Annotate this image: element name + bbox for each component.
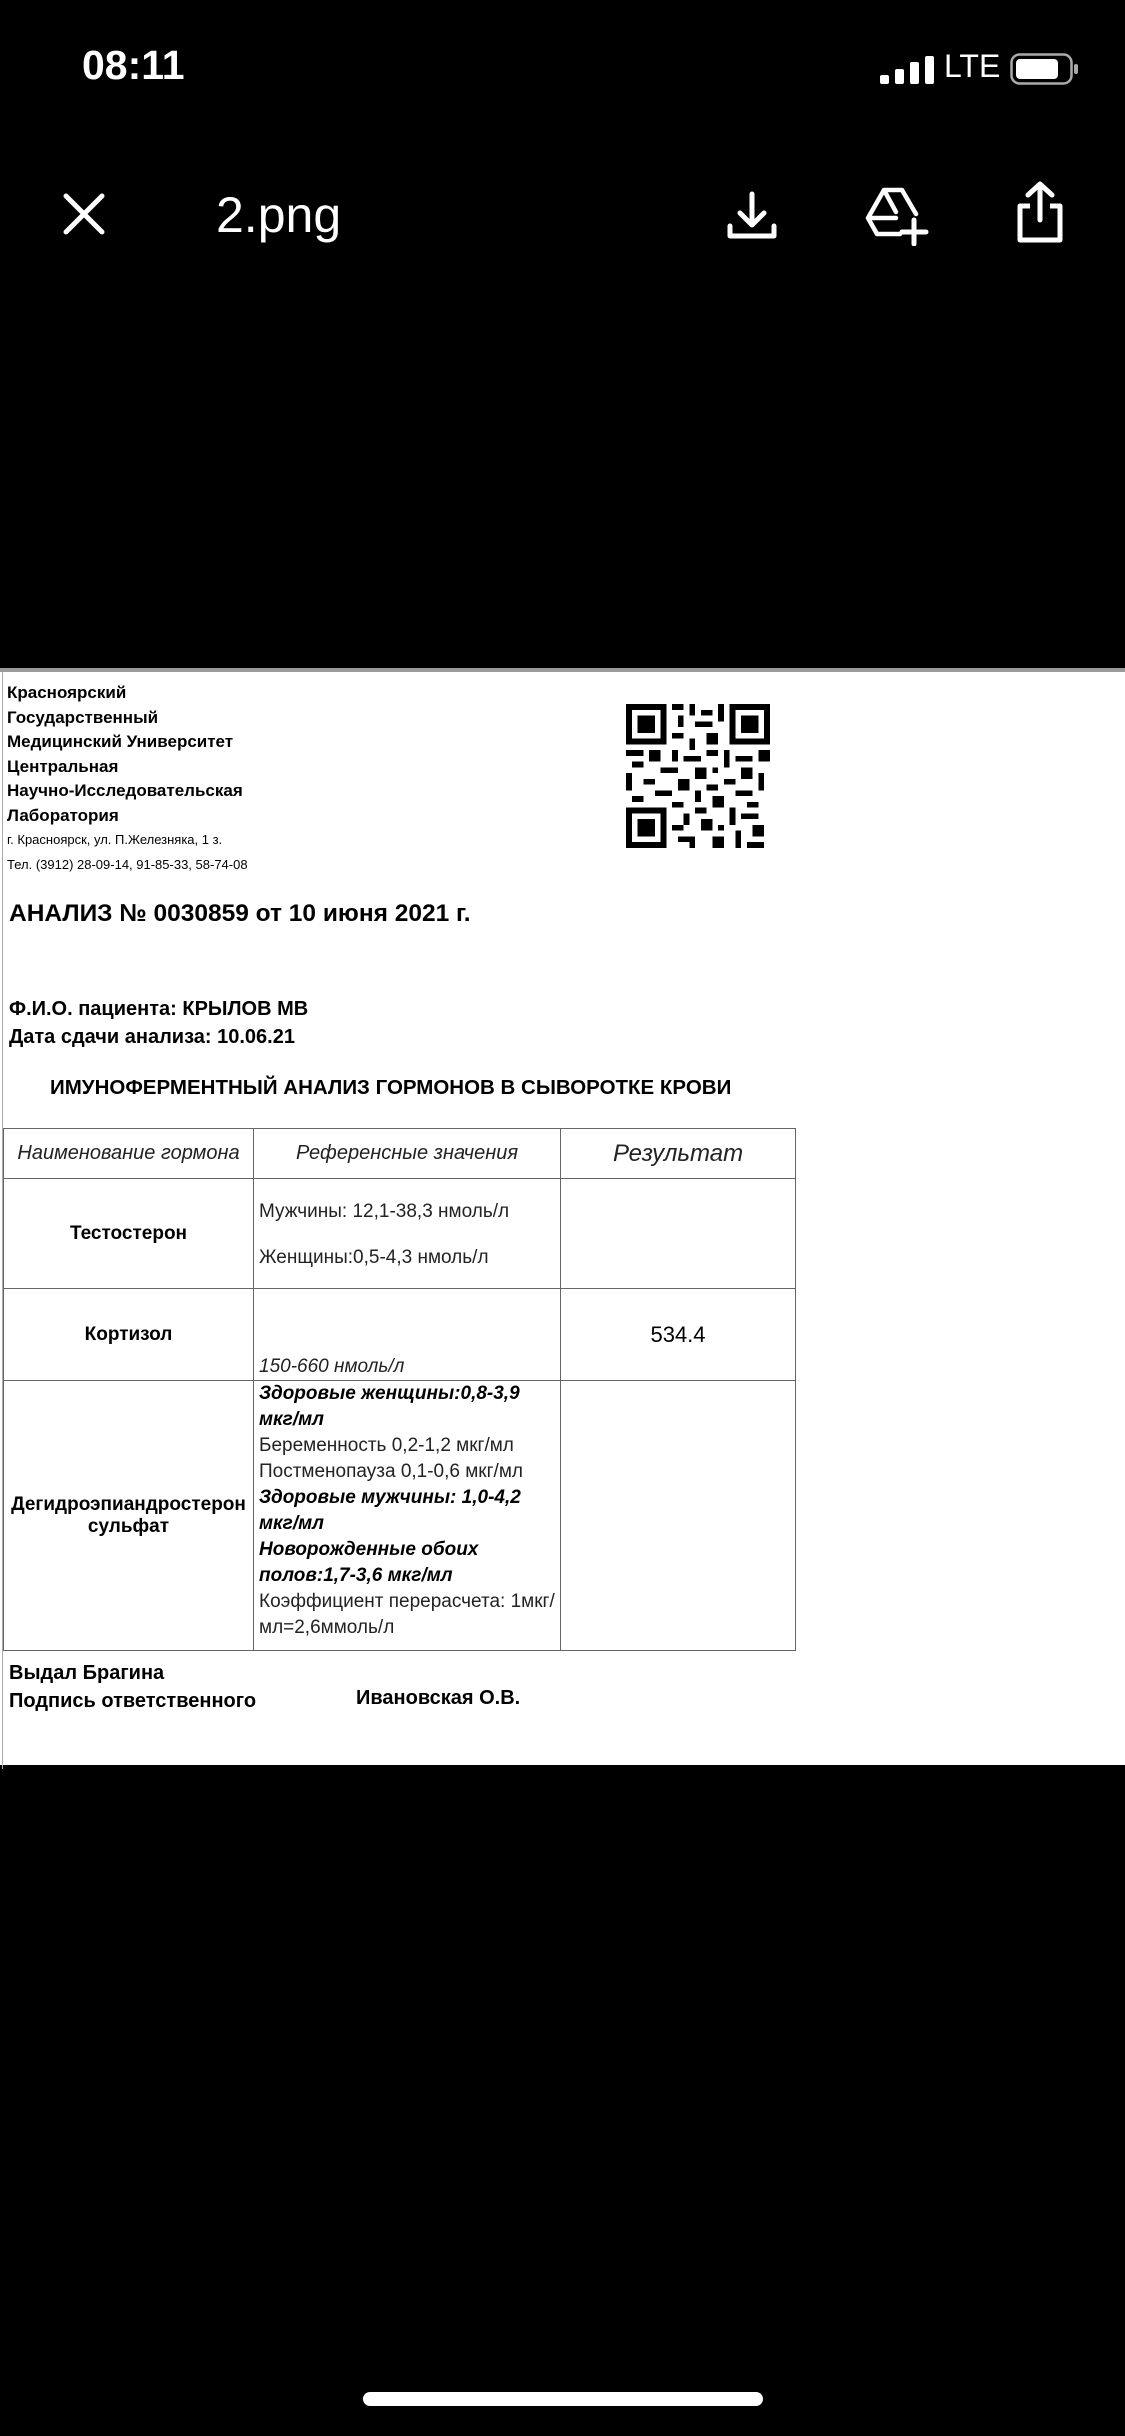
- reference-values: [254, 1381, 561, 1651]
- signature-label: Подпись ответственного: [9, 1690, 257, 1712]
- patient-info: [9, 995, 308, 1051]
- download-icon: [724, 188, 780, 244]
- viewer-toolbar: [0, 160, 1125, 280]
- column-header: Результат: [561, 1129, 796, 1179]
- ref-line: Женщины:0,5-4,3 нмоль/л: [259, 1247, 489, 1268]
- ref-line: Постменопауза 0,1-0,6 мкг/мл: [259, 1461, 523, 1482]
- ref-line: Здоровые женщины:0,8-3,9 мкг/мл: [259, 1383, 520, 1430]
- signature-name: Ивановская О.В.: [356, 1687, 521, 1709]
- org-line: Лаборатория: [7, 805, 119, 825]
- column-header: Референсные значения: [254, 1129, 561, 1179]
- reference-values: [254, 1289, 561, 1381]
- ref-line: Беременность 0,2-1,2 мкг/мл: [259, 1435, 514, 1456]
- result-value: 534.4: [561, 1289, 796, 1381]
- signal-icon: [880, 56, 936, 84]
- reference-values: [254, 1179, 561, 1289]
- share-icon: [1012, 180, 1068, 244]
- organization-header: [7, 681, 248, 877]
- table-row: [4, 1179, 796, 1289]
- org-address: г. Красноярск, ул. П.Железняка, 1 з.: [7, 832, 223, 847]
- org-line: Красноярский: [7, 683, 127, 702]
- document-footer: [9, 1659, 256, 1715]
- network-type: LTE: [944, 48, 1001, 84]
- patient-name: Ф.И.О. пациента: КРЫЛОВ МВ: [9, 998, 309, 1020]
- table-row: [4, 1381, 796, 1651]
- org-line: Научно-Исследовательская: [7, 781, 243, 800]
- status-bar: [0, 0, 1125, 140]
- issued-by: Выдал Брагина: [9, 1662, 165, 1684]
- hormone-name: Тестостерон: [4, 1179, 254, 1289]
- org-line: Центральная: [7, 756, 119, 776]
- status-time: 08:11: [82, 42, 185, 88]
- result-value: [561, 1179, 796, 1289]
- close-icon: [60, 190, 108, 238]
- hormone-name: Кортизол: [4, 1289, 254, 1381]
- org-line: Медицинский Университет: [7, 732, 234, 751]
- ref-line: Мужчины: 12,1-38,3 нмоль/л: [259, 1201, 510, 1222]
- hormones-table: [3, 1128, 796, 1651]
- section-title: ИМУНОФЕРМЕНТНЫЙ АНАЛИЗ ГОРМОНОВ В СЫВОРОТКЕ КРОВИ: [50, 1076, 732, 1099]
- org-phone: Тел. (3912) 28-09-14, 91-85-33, 58-74-08: [7, 856, 248, 872]
- org-line: Государственный: [7, 707, 159, 727]
- add-to-drive-icon: [862, 186, 930, 246]
- analysis-date: Дата сдачи анализа: 10.06.21: [9, 1026, 295, 1048]
- result-value: [561, 1381, 796, 1651]
- share-button[interactable]: [1000, 172, 1080, 252]
- analysis-title: АНАЛИЗ № 0030859 от 10 июня 2021 г.: [9, 900, 471, 927]
- hormone-name: Дегидроэпиандростерон сульфат: [4, 1381, 254, 1651]
- ref-line: Новорожденные обоих полов:1,7-3,6 мкг/мл: [259, 1539, 479, 1586]
- document-image: [0, 668, 1125, 1765]
- ref-line: Здоровые мужчины: 1,0-4,2 мкг/мл: [259, 1487, 521, 1534]
- column-header: Наименование гормона: [4, 1129, 254, 1179]
- add-to-drive-button[interactable]: [856, 176, 936, 256]
- qr-code-icon: [626, 704, 770, 848]
- ref-line: 150-660 нмоль/л: [259, 1356, 405, 1377]
- close-button[interactable]: [44, 174, 124, 254]
- battery-icon: [1010, 53, 1080, 85]
- download-button[interactable]: [712, 176, 792, 256]
- table-row: [4, 1289, 796, 1381]
- home-indicator[interactable]: [363, 2392, 763, 2406]
- table-header-row: [4, 1129, 796, 1179]
- file-name: 2.png: [216, 187, 342, 243]
- ref-line: Коэффициент перерасчета: 1мкг/мл=2,6ммоль/л: [259, 1591, 555, 1638]
